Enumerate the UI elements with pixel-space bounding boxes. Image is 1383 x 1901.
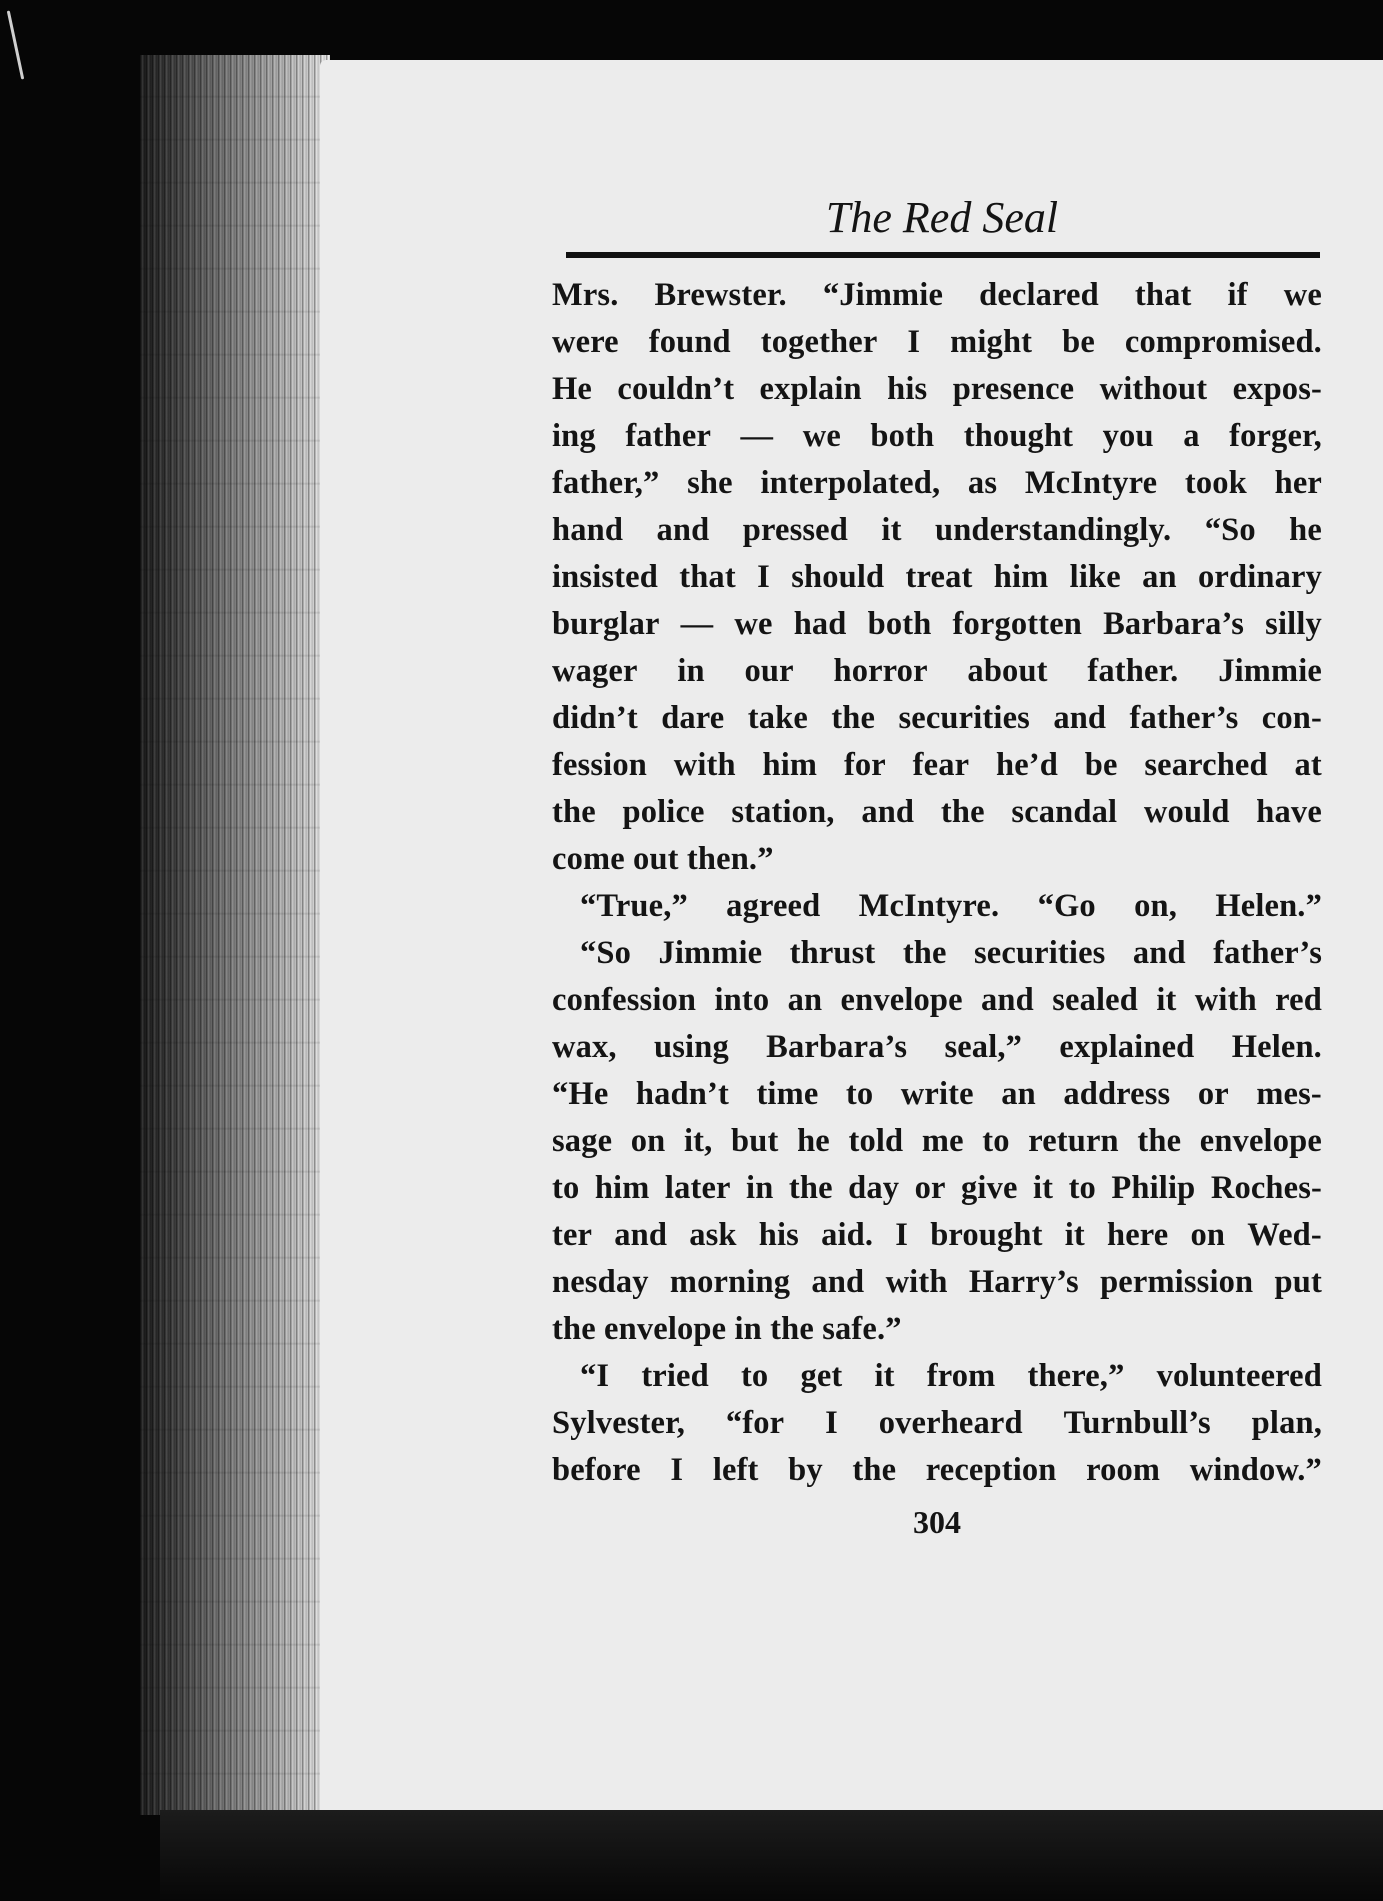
text-line: insisted that I should treat him like an ordinary: [552, 559, 1322, 595]
text-line: wager in our horror about father. Jimmie: [552, 653, 1322, 689]
text-line: the envelope in the safe.”: [552, 1311, 902, 1347]
text-line: “I tried to get it from there,” volunteered: [580, 1358, 1322, 1394]
text-line: ing father — we both thought you a forger,: [552, 418, 1322, 454]
text-line: didn’t dare take the securities and father’s con-: [552, 700, 1322, 736]
text-line: nesday morning and with Harry’s permission put: [552, 1264, 1322, 1300]
text-line: Sylvester, “for I overheard Turnbull’s plan,: [552, 1405, 1322, 1441]
page-edge-stack: [140, 55, 330, 1815]
header-rule: [566, 252, 1320, 258]
page-content: [552, 190, 1322, 1544]
text-line: ter and ask his aid. I brought it here on Wed-: [552, 1217, 1322, 1253]
text-line: before I left by the reception room window.”: [552, 1452, 1322, 1488]
text-line: were found together I might be compromised.: [552, 324, 1322, 360]
page-number: 304: [913, 1504, 961, 1540]
body-text: [552, 272, 1322, 1494]
text-line: father,” she interpolated, as McIntyre took her: [552, 465, 1322, 501]
text-line: “True,” agreed McIntyre. “Go on, Helen.”: [580, 888, 1322, 924]
text-line: wax, using Barbara’s seal,” explained Helen.: [552, 1029, 1322, 1065]
text-line: “He hadn’t time to write an address or mes-: [552, 1076, 1322, 1112]
text-line: fession with him for fear he’d be searched at: [552, 747, 1322, 783]
text-line: Mrs. Brewster. “Jimmie declared that if we: [552, 277, 1322, 313]
text-line: He couldn’t explain his presence without expos-: [552, 371, 1322, 407]
text-line: burglar — we had both forgotten Barbara’s silly: [552, 606, 1322, 642]
scan-artifact: [7, 10, 24, 79]
text-line: “So Jimmie thrust the securities and father’s: [580, 935, 1322, 971]
bottom-shadow: [160, 1810, 1383, 1901]
text-line: hand and pressed it understandingly. “So he: [552, 512, 1322, 548]
running-head: The Red Seal: [825, 193, 1059, 242]
text-line: sage on it, but he told me to return the envelope: [552, 1123, 1322, 1159]
text-line: to him later in the day or give it to Philip Roches-: [552, 1170, 1322, 1206]
text-line: confession into an envelope and sealed it with red: [552, 982, 1322, 1018]
text-line: come out then.”: [552, 841, 774, 877]
text-line: the police station, and the scandal would have: [552, 794, 1322, 830]
